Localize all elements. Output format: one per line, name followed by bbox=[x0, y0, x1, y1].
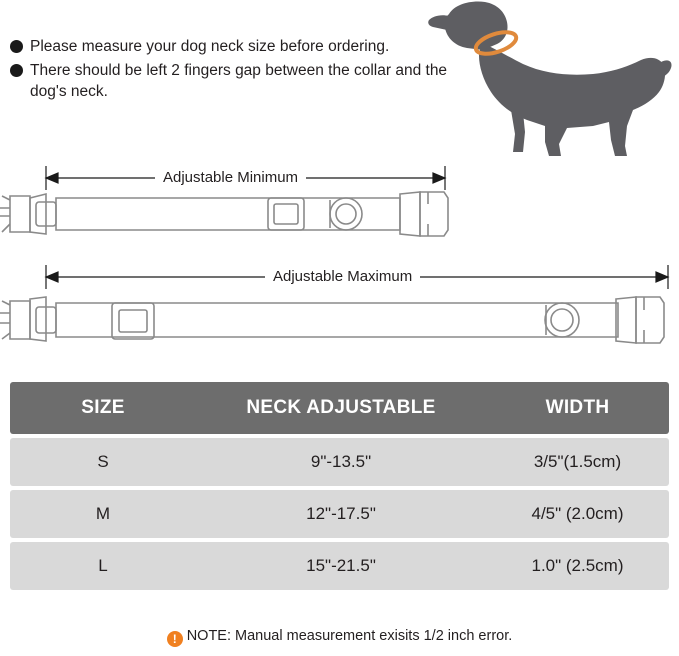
bullet-icon bbox=[10, 40, 23, 53]
collar-diagram-minimum bbox=[0, 158, 679, 253]
column-header-width: WIDTH bbox=[486, 382, 669, 434]
note-item bbox=[10, 36, 450, 57]
cell-size: M bbox=[10, 490, 196, 538]
footer-note-text: NOTE: Manual measurement exisits 1/2 inch error. bbox=[186, 628, 513, 644]
cell-neck: 12"-17.5" bbox=[196, 490, 486, 538]
collar-minimum-drawing bbox=[0, 158, 679, 253]
table-row bbox=[10, 438, 669, 486]
cell-size: L bbox=[10, 542, 196, 590]
measurement-notes bbox=[10, 36, 450, 105]
column-header-size: SIZE bbox=[10, 382, 196, 434]
table-row bbox=[10, 542, 669, 590]
footer-note bbox=[0, 628, 679, 647]
cell-width: 1.0" (2.5cm) bbox=[486, 542, 669, 590]
note-item bbox=[10, 60, 450, 102]
warning-icon: ! bbox=[167, 631, 183, 647]
dog-illustration bbox=[427, 0, 673, 165]
neck-label: NECK bbox=[544, 48, 566, 55]
cell-neck: 9"-13.5" bbox=[196, 438, 486, 486]
dog-silhouette-icon bbox=[427, 0, 673, 165]
table-row bbox=[10, 490, 669, 538]
dimension-label-maximum: Adjustable Maximum bbox=[265, 268, 420, 285]
table-header-row bbox=[10, 382, 669, 434]
collar-diagram-maximum bbox=[0, 255, 679, 360]
size-chart-table bbox=[10, 378, 669, 594]
cell-width: 4/5" (2.0cm) bbox=[486, 490, 669, 538]
bullet-icon bbox=[10, 64, 23, 77]
cell-size: S bbox=[10, 438, 196, 486]
column-header-neck-adjustable: NECK ADJUSTABLE bbox=[196, 382, 486, 434]
dimension-label-minimum: Adjustable Minimum bbox=[155, 169, 306, 186]
note-text: Please measure your dog neck size before ordering. bbox=[30, 38, 390, 55]
cell-width: 3/5"(1.5cm) bbox=[486, 438, 669, 486]
cell-neck: 15"-21.5" bbox=[196, 542, 486, 590]
note-text: There should be left 2 fingers gap between the collar and the dog's neck. bbox=[30, 62, 448, 100]
